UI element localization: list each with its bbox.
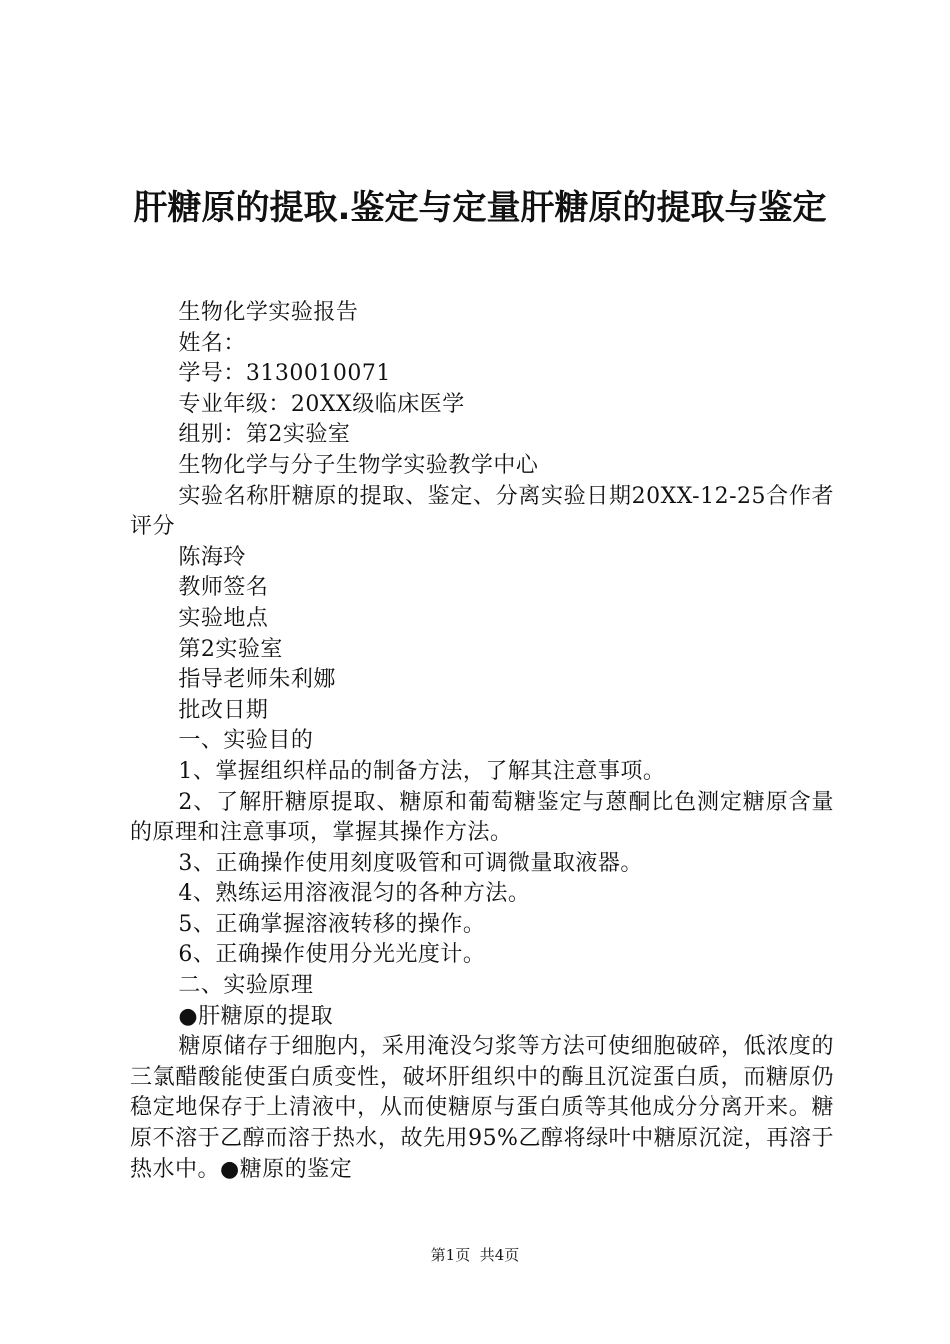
paragraph: 实验名称肝糖原的提取、鉴定、分离实验日期20XX-12-25合作者评分: [130, 483, 834, 540]
page-number: 第1页: [430, 1246, 471, 1264]
paragraph: 陈海玲: [178, 544, 246, 570]
subsection-heading: ●肝糖原的提取: [178, 1003, 334, 1029]
document-body: [130, 298, 834, 1185]
paragraph: 第2实验室: [178, 636, 283, 662]
paragraph: 组别：第2实验室: [178, 422, 351, 448]
paragraph: 学号：3130010071: [178, 361, 391, 387]
section-heading: 二、实验原理: [178, 973, 314, 999]
paragraph: 生物化学实验报告: [178, 300, 359, 325]
section-heading: 一、实验目的: [178, 728, 314, 754]
page-total: 共4页: [479, 1246, 520, 1264]
paragraph: 批改日期: [178, 697, 269, 723]
list-item: 6、正确操作使用分光光度计。: [178, 942, 486, 968]
paragraph: 指导老师朱利娜: [178, 667, 336, 693]
page-footer: [0, 1244, 950, 1265]
paragraph: 实验地点: [178, 605, 269, 631]
list-item: 4、熟练运用溶液混匀的各种方法。: [178, 881, 531, 907]
paragraph: 糖原储存于细胞内，采用淹没匀浆等方法可使细胞破碎，低浓度的三氯醋酸能使蛋白质变性，破坏肝组织中的酶且沉淀蛋白质，而糖原仍稳定地保存于上清液中，从而使糖原与蛋白质等其他成分分离开来。糖原不溶于乙醇而溶于热水，故先用95%乙醇将绿叶中糖原沉淀，再溶于热水中。●糖原的鉴定: [130, 1034, 834, 1182]
paragraph: 专业年级：20XX级临床医学: [178, 391, 465, 417]
document-title: 肝糖原的提取.鉴定与定量肝糖原的提取与鉴定: [133, 188, 827, 228]
paragraph: 教师签名: [178, 575, 269, 601]
list-item: 1、掌握组织样品的制备方法，了解其注意事项。: [178, 758, 666, 784]
list-item: 3、正确操作使用刻度吸管和可调微量取液器。: [178, 850, 643, 876]
paragraph: 姓名：: [178, 330, 246, 356]
paragraph: 生物化学与分子生物学实验教学中心: [178, 452, 539, 478]
footer-spacer: [470, 1246, 480, 1264]
list-item: 5、正确掌握溶液转移的操作。: [178, 911, 486, 937]
list-item: 2、了解肝糖原提取、糖原和葡萄糖鉴定与蒽酮比色测定糖原含量的原理和注意事项，掌握其操作方法。: [130, 789, 834, 846]
